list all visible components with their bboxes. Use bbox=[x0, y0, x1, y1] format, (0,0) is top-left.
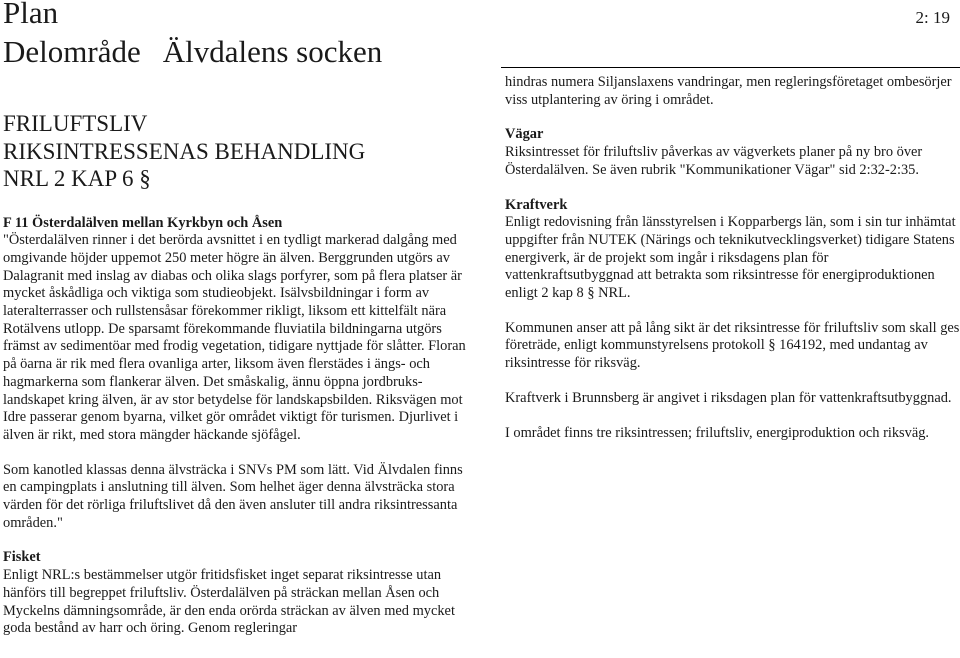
brunnsberg-text: Kraftverk i Brunnsberg är angivet i riksdagen plan för vattenkraftsutbyggnad. bbox=[505, 389, 952, 406]
vagar-title: Vägar bbox=[505, 126, 544, 143]
kraftverk-title: Kraftverk bbox=[505, 196, 568, 213]
subtitle-row bbox=[3, 33, 382, 71]
f11-paragraph-1: "Österdalälven rinner i det berörda avsnittet i en tydligt markerad dalgång med omgivande höjder uppemot 250 meter högre än älven. Berggrunden utgörs av Dalagranit med inslag av diabas och olika slags porfyrer, som på flera platser är mycket åskådliga och viktiga som studieobjekt. Isälvsbildningar i form av lateralterrasser och rullstensåsar förekommer rikligt, liksom ett kittelfält nära Rotälvens utlopp. De sparsamt förekommande fluviatila bildningarna utgörs främst av sedimentöar med frodig vegetation, tidigare nyttjade för slåtter. Floran på öarna är rik med flera ovanliga arter, liksom även flerstädes i ängs- och hagmarkerna som flankerar älven. Det småskalig, ännu öppna jordbruks- landskapet kring älven, är av stor betydelse för landskapsbilden. Riksvägen mot Idre passerar genom byarna, vilket gör området viktigt för turismen. Djurlivet i älven är rikt, med stora mängder häckande sjöfågel. bbox=[3, 232, 466, 443]
fisket-text: Enligt NRL:s bestämmelser utgör fritidsfisket inget separat riksintresse utan hänförs till begreppet friluftsliv. Österdalälven på sträckan mellan Åsen och Myckelns dämningsområde, är den enda orörda sträckan av älven med mycket goda bestånd av harr och öring. Genom regleringar bbox=[3, 567, 455, 637]
subtitle-prefix: Delområde bbox=[3, 34, 141, 69]
left-column bbox=[3, 110, 473, 638]
fisket-title: Fisket bbox=[3, 549, 41, 566]
continuation-text: hindras numera Siljanslaxens vandringar, men regleringsföretaget ombesörjer viss utplantering av öring i området. bbox=[505, 74, 952, 108]
document-title: Plan bbox=[3, 0, 59, 30]
f11-title: F 11 Österdalälven mellan Kyrkbyn och Åsen bbox=[3, 214, 283, 231]
f11-paragraph-2: Som kanotled klassas denna älvsträcka i SNVs PM som lätt. Vid Älvdalen finns en campingplats i anslutning till älven. Som helhet äger denna älvsträcka stora värden för det rörliga friluftslivet då den även ansluter till andra riksintressanta områden." bbox=[3, 461, 463, 531]
header-divider bbox=[501, 67, 960, 68]
right-column bbox=[505, 74, 960, 442]
heading-line-2: RIKSINTRESSENAS BEHANDLING bbox=[3, 138, 366, 164]
heading-line-1: FRILUFTSLIV bbox=[3, 111, 148, 136]
vagar-text: Riksintresset för friluftsliv påverkas av vägverkets planer på ny bro över Österdalälven. Se även rubrik "Kommunikationer Vägar" sid 2:32-2:35. bbox=[505, 144, 923, 178]
kommunen-text: Kommunen anser att på lång sikt är det riksintresse för friluftsliv som skall ges företräde, enligt kommunstyrelsens protokoll § 164192, med undantag av riksintresse för riksväg. bbox=[505, 319, 960, 372]
section-heading bbox=[3, 110, 473, 193]
summary-text: I området finns tre riksintressen; friluftsliv, energiproduktion och riksväg. bbox=[505, 424, 930, 441]
page-header bbox=[0, 0, 960, 72]
page-number: 2: 19 bbox=[915, 8, 950, 27]
kraftverk-text: Enligt redovisning från länsstyrelsen i Kopparbergs län, som i sin tur inhämtat uppgifter från NUTEK (Närings och teknikutvecklingsverket) tidigare Statens energiverk, är de projekt som ingår i riksdagens plan för vattenkraftsutbyggnad att betrakta som riksintresse för energiproduktionen enligt 2 kap 8 § NRL. bbox=[505, 214, 956, 302]
subtitle-area: Älvdalens socken bbox=[162, 34, 383, 69]
heading-line-3: NRL 2 KAP 6 § bbox=[3, 166, 151, 191]
